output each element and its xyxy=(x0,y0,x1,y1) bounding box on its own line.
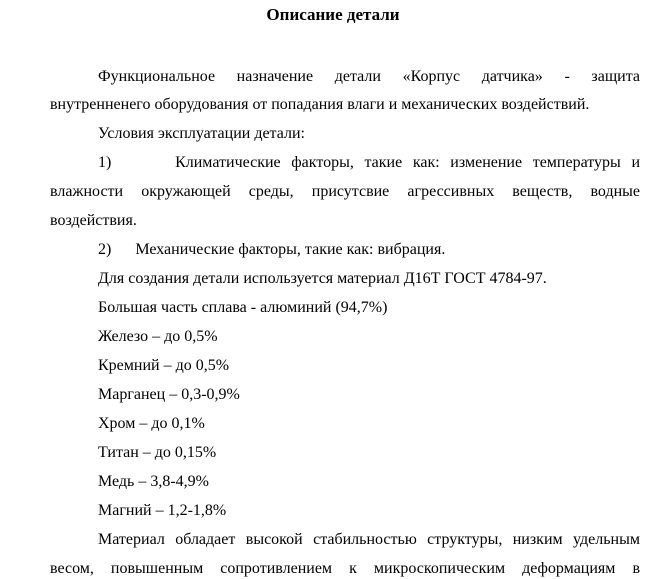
purpose-line-2: внутренненего оборудования от попадания влаги и механических воздействий. xyxy=(50,96,590,113)
climatic-factors-line-3: воздействия. xyxy=(50,212,137,229)
composition-magnesium: Магний – 1,2-1,8% xyxy=(98,502,227,519)
conclusion-line-2: весом, повышенным сопротивлением к микроскопическим деформациям в xyxy=(50,560,640,577)
composition-chromium: Хром – до 0,1% xyxy=(98,415,205,432)
alloy-base-line: Большая часть сплава - алюминий (94,7%) xyxy=(98,299,388,316)
climatic-factors-line-1: 1) Климатические факторы, такие как: изменение температуры и xyxy=(98,154,640,171)
composition-copper: Медь – 3,8-4,9% xyxy=(98,473,209,490)
page-title: Описание детали xyxy=(266,5,400,24)
composition-iron: Железо – до 0,5% xyxy=(98,328,218,345)
mechanical-factors-line: 2) Механические факторы, такие как: вибрация. xyxy=(98,241,446,258)
material-line: Для создания детали используется материал Д16Т ГОСТ 4784-97. xyxy=(98,270,547,287)
composition-manganese: Марганец – 0,3-0,9% xyxy=(98,386,240,403)
composition-silicon: Кремний – до 0,5% xyxy=(98,357,230,374)
climatic-factors-line-2: влажности окружающей среды, присутсвие агрессивных веществ, водные xyxy=(50,183,640,200)
composition-titanium: Титан – до 0,15% xyxy=(98,444,217,461)
conditions-heading: Условия эксплуатации детали: xyxy=(98,125,305,142)
purpose-line-1: Функциональное назначение детали «Корпус датчика» - защита xyxy=(98,68,640,85)
conclusion-line-1: Материал обладает высокой стабильностью структуры, низким удельным xyxy=(98,531,640,548)
